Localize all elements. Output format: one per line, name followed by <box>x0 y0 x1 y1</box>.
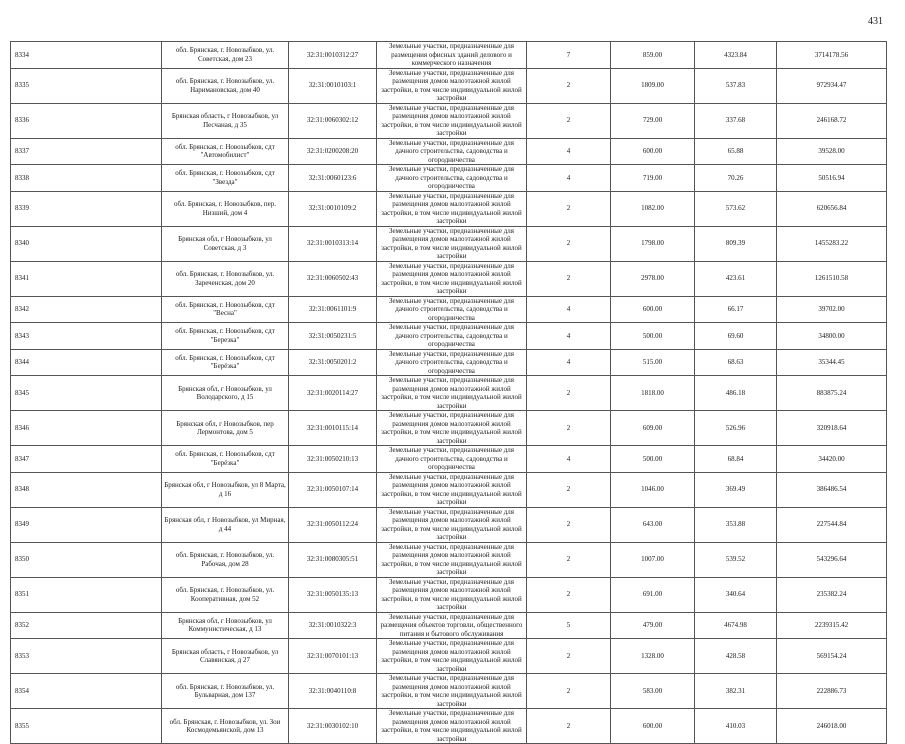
table-row <box>11 323 887 350</box>
cadastral-number-cell: 32:31:0050112:24 <box>289 507 377 542</box>
cadastral-number-cell: 32:31:0080305:51 <box>289 542 377 577</box>
specific-value-cell: 537.83 <box>695 68 777 103</box>
cadastral-number-cell: 32:31:0061101:9 <box>289 296 377 323</box>
land-purpose-cell: Земельные участки, предназначенные для размещения домов малоэтажной жилой застройки, в том числе индивидуальной жилой застройки <box>377 577 527 612</box>
specific-value-cell: 65.88 <box>695 138 777 165</box>
cadastral-number-cell: 32:31:0060302:12 <box>289 103 377 138</box>
row-number: 8354 <box>11 674 162 709</box>
address-cell: обл. Брянская, г. Новозыбков, сдт "Берёзка" <box>162 349 289 376</box>
address-cell: Брянская обл, г Новозыбков, ул Мирная, д 44 <box>162 507 289 542</box>
cadastral-number-cell: 32:31:0010109:2 <box>289 191 377 226</box>
specific-value-cell: 410.03 <box>695 709 777 744</box>
land-purpose-cell: Земельные участки, предназначенные для размещения объектов торговли, общественного питания и бытового обслуживания <box>377 612 527 639</box>
row-number: 8351 <box>11 577 162 612</box>
group-cell: 2 <box>527 542 611 577</box>
area-cell: 1809.00 <box>611 68 695 103</box>
area-cell: 515.00 <box>611 349 695 376</box>
row-number: 8338 <box>11 165 162 192</box>
row-number: 8340 <box>11 226 162 261</box>
specific-value-cell: 68.63 <box>695 349 777 376</box>
cadastral-number-cell: 32:31:0010103:1 <box>289 68 377 103</box>
address-cell: обл. Брянская, г. Новозыбков, ул. Кооперативная, дом 52 <box>162 577 289 612</box>
area-cell: 1082.00 <box>611 191 695 226</box>
page-number: 431 <box>868 16 883 27</box>
address-cell: обл. Брянская, г. Новозыбков, ул. Наримановская, дом 40 <box>162 68 289 103</box>
table-row <box>11 376 887 411</box>
area-cell: 600.00 <box>611 296 695 323</box>
cadastral-value-cell: 320918.64 <box>777 411 887 446</box>
specific-value-cell: 526.96 <box>695 411 777 446</box>
land-purpose-cell: Земельные участки, предназначенные для размещения домов малоэтажной жилой застройки, в том числе индивидуальной жилой застройки <box>377 376 527 411</box>
group-cell: 2 <box>527 226 611 261</box>
land-purpose-cell: Земельные участки, предназначенные для размещения домов малоэтажной жилой застройки, в том числе индивидуальной жилой застройки <box>377 103 527 138</box>
row-number: 8353 <box>11 639 162 674</box>
land-purpose-cell: Земельные участки, предназначенные для дачного строительства, садоводства и огородничества <box>377 323 527 350</box>
address-cell: обл. Брянская, г. Новозыбков, сдт "Весна" <box>162 296 289 323</box>
specific-value-cell: 423.61 <box>695 261 777 296</box>
table-row <box>11 261 887 296</box>
cadastral-number-cell: 32:31:0010312:27 <box>289 42 377 69</box>
row-number: 8341 <box>11 261 162 296</box>
address-cell: Брянская обл, г Новозыбков, ул 8 Марта, д 16 <box>162 472 289 507</box>
cadastral-value-cell: 235382.24 <box>777 577 887 612</box>
specific-value-cell: 337.68 <box>695 103 777 138</box>
cadastral-value-cell: 1261510.58 <box>777 261 887 296</box>
address-cell: обл. Брянская, г. Новозыбков, сдт "Березка" <box>162 323 289 350</box>
group-cell: 2 <box>527 68 611 103</box>
table-row <box>11 542 887 577</box>
group-cell: 2 <box>527 709 611 744</box>
table-row <box>11 68 887 103</box>
specific-value-cell: 369.49 <box>695 472 777 507</box>
table-row <box>11 674 887 709</box>
land-purpose-cell: Земельные участки, предназначенные для размещения домов малоэтажной жилой застройки, в том числе индивидуальной жилой застройки <box>377 411 527 446</box>
row-number: 8346 <box>11 411 162 446</box>
area-cell: 479.00 <box>611 612 695 639</box>
cadastral-value-cell: 620656.84 <box>777 191 887 226</box>
cadastral-value-cell: 386486.54 <box>777 472 887 507</box>
table-row <box>11 165 887 192</box>
cadastral-number-cell: 32:31:0030102:10 <box>289 709 377 744</box>
row-number: 8342 <box>11 296 162 323</box>
specific-value-cell: 539.52 <box>695 542 777 577</box>
row-number: 8355 <box>11 709 162 744</box>
land-purpose-cell: Земельные участки, предназначенные для размещения домов малоэтажной жилой застройки, в том числе индивидуальной жилой застройки <box>377 226 527 261</box>
specific-value-cell: 4674.98 <box>695 612 777 639</box>
cadastral-number-cell: 32:31:0020114:27 <box>289 376 377 411</box>
table-row <box>11 577 887 612</box>
table-row <box>11 612 887 639</box>
cadastral-number-cell: 32:31:0070101:13 <box>289 639 377 674</box>
land-purpose-cell: Земельные участки, предназначенные для дачного строительства, садоводства и огородничества <box>377 138 527 165</box>
cadastral-value-cell: 227544.84 <box>777 507 887 542</box>
specific-value-cell: 809.39 <box>695 226 777 261</box>
row-number: 8335 <box>11 68 162 103</box>
cadastral-number-cell: 32:31:0050210:13 <box>289 446 377 473</box>
land-purpose-cell: Земельные участки, предназначенные для размещения домов малоэтажной жилой застройки, в том числе индивидуальной жилой застройки <box>377 261 527 296</box>
group-cell: 2 <box>527 577 611 612</box>
table-row <box>11 411 887 446</box>
cadastral-number-cell: 32:31:0060502:43 <box>289 261 377 296</box>
address-cell: Брянская обл, г Новозыбков, ул Володарского, д 15 <box>162 376 289 411</box>
table-row <box>11 103 887 138</box>
cadastral-number-cell: 32:31:0010322:3 <box>289 612 377 639</box>
specific-value-cell: 4323.84 <box>695 42 777 69</box>
cadastral-number-cell: 32:31:0010115:14 <box>289 411 377 446</box>
cadastral-value-cell: 569154.24 <box>777 639 887 674</box>
land-purpose-cell: Земельные участки, предназначенные для дачного строительства, садоводства и огородничества <box>377 296 527 323</box>
cadastral-value-cell: 246168.72 <box>777 103 887 138</box>
area-cell: 691.00 <box>611 577 695 612</box>
cadastral-value-cell: 34800.00 <box>777 323 887 350</box>
table-row <box>11 349 887 376</box>
cadastral-value-cell: 35344.45 <box>777 349 887 376</box>
area-cell: 1328.00 <box>611 639 695 674</box>
cadastral-value-cell: 3714178.56 <box>777 42 887 69</box>
address-cell: Брянская область, г Новозыбков, ул Славянская, д 27 <box>162 639 289 674</box>
cadastral-number-cell: 32:31:0050107:14 <box>289 472 377 507</box>
land-purpose-cell: Земельные участки, предназначенные для размещения домов малоэтажной жилой застройки, в том числе индивидуальной жилой застройки <box>377 674 527 709</box>
cadastral-value-cell: 543296.64 <box>777 542 887 577</box>
area-cell: 719.00 <box>611 165 695 192</box>
specific-value-cell: 69.60 <box>695 323 777 350</box>
group-cell: 4 <box>527 296 611 323</box>
row-number: 8344 <box>11 349 162 376</box>
address-cell: обл. Брянская, г. Новозыбков, пер. Низший, дом 4 <box>162 191 289 226</box>
group-cell: 2 <box>527 261 611 296</box>
cadastral-value-cell: 50516.94 <box>777 165 887 192</box>
area-cell: 643.00 <box>611 507 695 542</box>
specific-value-cell: 382.31 <box>695 674 777 709</box>
cadastral-value-cell: 972934.47 <box>777 68 887 103</box>
cadastral-value-cell: 39702.00 <box>777 296 887 323</box>
group-cell: 4 <box>527 446 611 473</box>
table-row <box>11 446 887 473</box>
group-cell: 2 <box>527 191 611 226</box>
specific-value-cell: 486.18 <box>695 376 777 411</box>
cadastral-number-cell: 32:31:0050201:2 <box>289 349 377 376</box>
land-purpose-cell: Земельные участки, предназначенные для размещения офисных зданий делового и коммерческого назначения <box>377 42 527 69</box>
table-row <box>11 507 887 542</box>
group-cell: 4 <box>527 323 611 350</box>
land-purpose-cell: Земельные участки, предназначенные для размещения домов малоэтажной жилой застройки, в том числе индивидуальной жилой застройки <box>377 507 527 542</box>
address-cell: обл. Брянская, г. Новозыбков, ул. Зои Космодемьянской, дом 13 <box>162 709 289 744</box>
area-cell: 600.00 <box>611 709 695 744</box>
table-row <box>11 42 887 69</box>
row-number: 8349 <box>11 507 162 542</box>
address-cell: обл. Брянская, г. Новозыбков, сдт "Берёзка" <box>162 446 289 473</box>
address-cell: обл. Брянская, г. Новозыбков, ул. Советская, дом 23 <box>162 42 289 69</box>
area-cell: 609.00 <box>611 411 695 446</box>
cadastral-value-cell: 222886.73 <box>777 674 887 709</box>
address-cell: обл. Брянская, г. Новозыбков, сдт "Звезда" <box>162 165 289 192</box>
group-cell: 2 <box>527 639 611 674</box>
address-cell: Брянская обл, г Новозыбков, ул Советская, д 3 <box>162 226 289 261</box>
specific-value-cell: 66.17 <box>695 296 777 323</box>
area-cell: 1046.00 <box>611 472 695 507</box>
area-cell: 729.00 <box>611 103 695 138</box>
table-row <box>11 296 887 323</box>
land-purpose-cell: Земельные участки, предназначенные для дачного строительства, садоводства и огородничества <box>377 446 527 473</box>
row-number: 8339 <box>11 191 162 226</box>
group-cell: 4 <box>527 138 611 165</box>
address-cell: обл. Брянская, г. Новозыбков, ул. Рабочая, дом 28 <box>162 542 289 577</box>
address-cell: Брянская обл, г Новозыбков, пер Лермонтова, дом 5 <box>162 411 289 446</box>
area-cell: 583.00 <box>611 674 695 709</box>
cadastral-value-table <box>10 41 887 744</box>
cadastral-number-cell: 32:31:0050135:13 <box>289 577 377 612</box>
cadastral-value-cell: 34420.00 <box>777 446 887 473</box>
group-cell: 4 <box>527 165 611 192</box>
land-purpose-cell: Земельные участки, предназначенные для размещения домов малоэтажной жилой застройки, в том числе индивидуальной жилой застройки <box>377 639 527 674</box>
group-cell: 5 <box>527 612 611 639</box>
row-number: 8334 <box>11 42 162 69</box>
table-row <box>11 191 887 226</box>
specific-value-cell: 353.88 <box>695 507 777 542</box>
area-cell: 600.00 <box>611 138 695 165</box>
cadastral-number-cell: 32:31:0010313:14 <box>289 226 377 261</box>
address-cell: Брянская область, г Новозыбков, ул Песчаная, д 35 <box>162 103 289 138</box>
address-cell: Брянская обл, г Новозыбков, ул Коммунистическая, д 13 <box>162 612 289 639</box>
row-number: 8348 <box>11 472 162 507</box>
group-cell: 2 <box>527 103 611 138</box>
row-number: 8336 <box>11 103 162 138</box>
group-cell: 2 <box>527 674 611 709</box>
cadastral-number-cell: 32:31:0060123:6 <box>289 165 377 192</box>
row-number: 8345 <box>11 376 162 411</box>
area-cell: 2978.00 <box>611 261 695 296</box>
cadastral-value-cell: 246018.00 <box>777 709 887 744</box>
area-cell: 1818.00 <box>611 376 695 411</box>
specific-value-cell: 68.84 <box>695 446 777 473</box>
group-cell: 2 <box>527 376 611 411</box>
area-cell: 1007.00 <box>611 542 695 577</box>
table-row <box>11 709 887 744</box>
group-cell: 2 <box>527 472 611 507</box>
cadastral-value-cell: 2239315.42 <box>777 612 887 639</box>
row-number: 8350 <box>11 542 162 577</box>
table-row <box>11 138 887 165</box>
cadastral-value-cell: 1455283.22 <box>777 226 887 261</box>
table-row <box>11 472 887 507</box>
land-purpose-cell: Земельные участки, предназначенные для размещения домов малоэтажной жилой застройки, в том числе индивидуальной жилой застройки <box>377 68 527 103</box>
group-cell: 7 <box>527 42 611 69</box>
area-cell: 500.00 <box>611 446 695 473</box>
row-number: 8343 <box>11 323 162 350</box>
specific-value-cell: 340.64 <box>695 577 777 612</box>
table-row <box>11 639 887 674</box>
area-cell: 500.00 <box>611 323 695 350</box>
land-purpose-cell: Земельные участки, предназначенные для размещения домов малоэтажной жилой застройки, в том числе индивидуальной жилой застройки <box>377 542 527 577</box>
group-cell: 4 <box>527 349 611 376</box>
area-cell: 1798.00 <box>611 226 695 261</box>
area-cell: 859.00 <box>611 42 695 69</box>
specific-value-cell: 573.62 <box>695 191 777 226</box>
cadastral-number-cell: 32:31:0050231:5 <box>289 323 377 350</box>
cadastral-value-cell: 39528.00 <box>777 138 887 165</box>
row-number: 8347 <box>11 446 162 473</box>
land-purpose-cell: Земельные участки, предназначенные для размещения домов малоэтажной жилой застройки, в том числе индивидуальной жилой застройки <box>377 472 527 507</box>
land-purpose-cell: Земельные участки, предназначенные для размещения домов малоэтажной жилой застройки, в том числе индивидуальной жилой застройки <box>377 191 527 226</box>
table-row <box>11 226 887 261</box>
row-number: 8337 <box>11 138 162 165</box>
address-cell: обл. Брянская, г. Новозыбков, ул. Бульварная, дом 137 <box>162 674 289 709</box>
group-cell: 2 <box>527 411 611 446</box>
land-purpose-cell: Земельные участки, предназначенные для размещения домов малоэтажной жилой застройки, в том числе индивидуальной жилой застройки <box>377 709 527 744</box>
land-purpose-cell: Земельные участки, предназначенные для дачного строительства, садоводства и огородничества <box>377 165 527 192</box>
specific-value-cell: 70.26 <box>695 165 777 192</box>
cadastral-number-cell: 32:31:0200208:20 <box>289 138 377 165</box>
group-cell: 2 <box>527 507 611 542</box>
land-purpose-cell: Земельные участки, предназначенные для дачного строительства, садоводства и огородничества <box>377 349 527 376</box>
cadastral-value-cell: 883875.24 <box>777 376 887 411</box>
specific-value-cell: 428.58 <box>695 639 777 674</box>
address-cell: обл. Брянская, г. Новозыбков, ул. Зареченская, дом 20 <box>162 261 289 296</box>
row-number: 8352 <box>11 612 162 639</box>
cadastral-number-cell: 32:31:0040110:8 <box>289 674 377 709</box>
address-cell: обл. Брянская, г. Новозыбков, сдт "Автомобилист" <box>162 138 289 165</box>
